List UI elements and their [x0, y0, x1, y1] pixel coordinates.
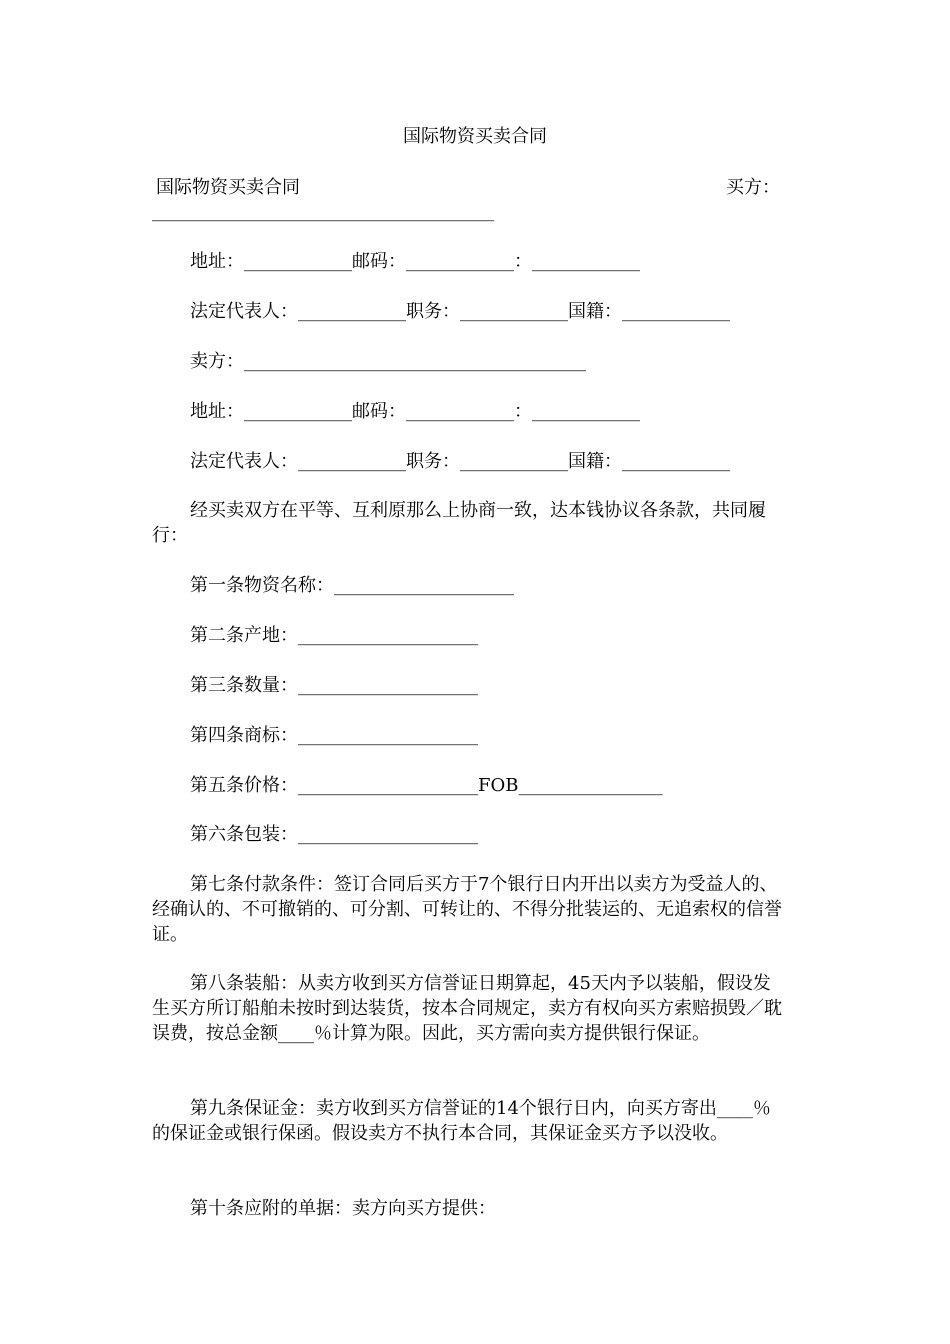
preamble-paragraph [152, 498, 788, 548]
buyer-name-blank: ______________________________________ [152, 201, 494, 222]
article-9-deposit-paragraph [152, 1096, 788, 1146]
article-1-product-name: 第一条物资名称：____________________ [190, 575, 514, 596]
buyer-representative-line: 法定代表人：____________职务：____________国籍：____________ [190, 301, 730, 322]
document-title: 国际物资买卖合同 [403, 126, 547, 147]
header-contract-name: 国际物资买卖合同 [156, 177, 300, 198]
buyer-label: 买方： [726, 177, 780, 198]
seller-line: 卖方：______________________________________ [190, 351, 586, 372]
article-2-origin: 第二条产地：____________________ [190, 625, 478, 646]
article-7-payment-text: 第七条付款条件：签订合同后买方于7个银行日内开出以卖方为受益人的、经确认的、不可撤销的、可分割、可转让的、不得分批装运的、无追索权的信誉证。 [152, 874, 782, 945]
article-5-price: 第五条价格：____________________FOB________________ [190, 775, 663, 796]
article-7-payment-paragraph [152, 872, 788, 947]
article-8-shipment-text: 第八条装船：从卖方收到买方信誉证日期算起，45天内予以装船，假设发生买方所订船舶未按时到达装货，按本合同规定，卖方有权向买方索赔损毁／耽误费，按总金额____％计算为限。因此，买方需向卖方提供银行保证。 [152, 973, 782, 1044]
seller-representative-line: 法定代表人：____________职务：____________国籍：____________ [190, 451, 730, 472]
article-6-packaging: 第六条包装：____________________ [190, 824, 478, 845]
article-9-deposit-text: 第九条保证金：卖方收到买方信誉证的14个银行日内，向买方寄出____％的保证金或银行保函。假设卖方不执行本合同，其保证金买方予以没收。 [152, 1098, 771, 1144]
article-10-documents: 第十条应附的单据：卖方向买方提供： [190, 1198, 496, 1219]
seller-address-line: 地址：____________邮码：____________：____________ [190, 401, 640, 422]
preamble-text: 经买卖双方在平等、互利原那么上协商一致，达本钱协议各条款，共同履行： [152, 500, 766, 546]
article-8-shipment-paragraph [152, 971, 788, 1046]
buyer-address-line: 地址：____________邮码：____________：____________ [190, 251, 640, 272]
article-4-trademark: 第四条商标：____________________ [190, 725, 478, 746]
article-3-quantity: 第三条数量：____________________ [190, 675, 478, 696]
